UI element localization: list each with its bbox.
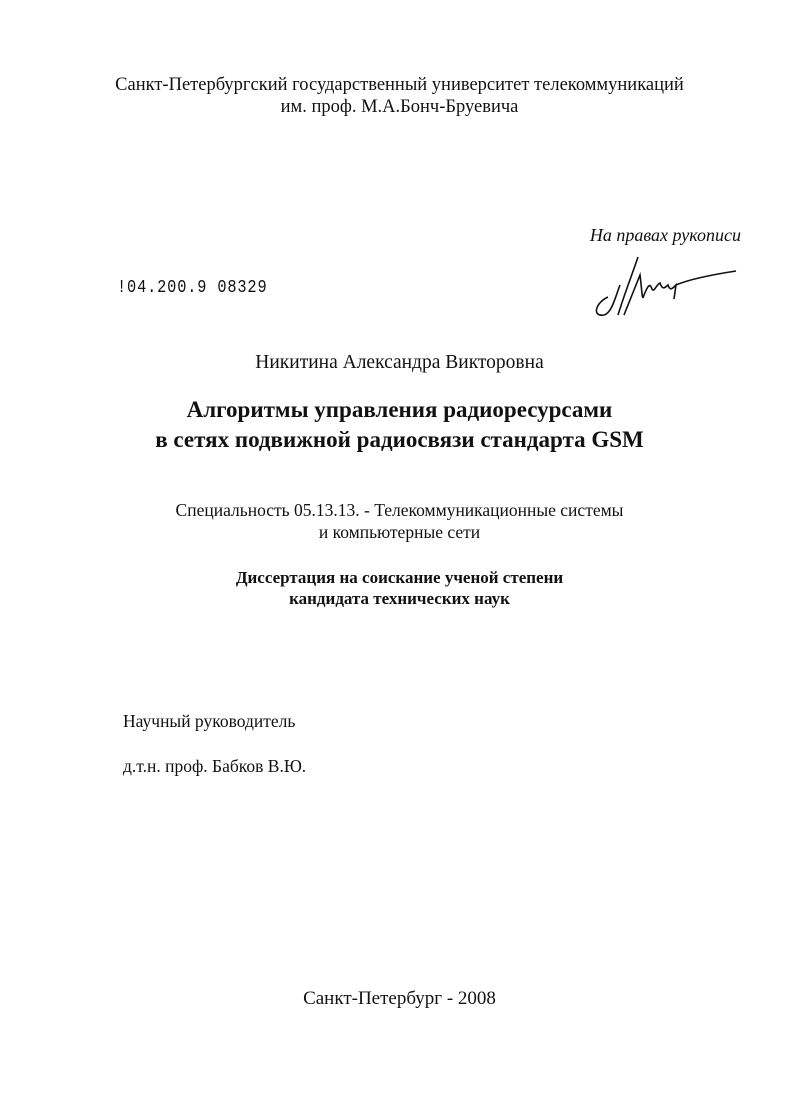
manuscript-rights-note: На правах рукописи	[589, 225, 741, 245]
university-name-line1: Санкт-Петербургский государственный университет телекоммуникаций	[115, 75, 684, 95]
advisor-name: д.т.н. проф. Бабков В.Ю.	[123, 756, 307, 776]
thesis-title-line1: Алгоритмы управления радиоресурсами	[186, 397, 613, 422]
university-name-line2: им. проф. М.А.Бонч-Бруевича	[280, 97, 519, 117]
author-name: Никитина Александра Викторовна	[255, 352, 544, 373]
library-stamp-number: !04.200.9 08329	[117, 278, 268, 298]
advisor-label: Научный руководитель	[123, 711, 296, 731]
signature	[590, 255, 740, 325]
specialty-line2: и компьютерные сети	[318, 522, 481, 542]
specialty-line1: Специальность 05.13.13. - Телекоммуникационные системы	[175, 500, 624, 520]
city-year: Санкт-Петербург - 2008	[303, 988, 496, 1009]
degree-line1: Диссертация на соискание ученой степени	[235, 568, 564, 587]
thesis-title-line2: в сетях подвижной радиосвязи стандарта GSM	[155, 427, 644, 452]
degree-line2: кандидата технических наук	[289, 589, 510, 608]
